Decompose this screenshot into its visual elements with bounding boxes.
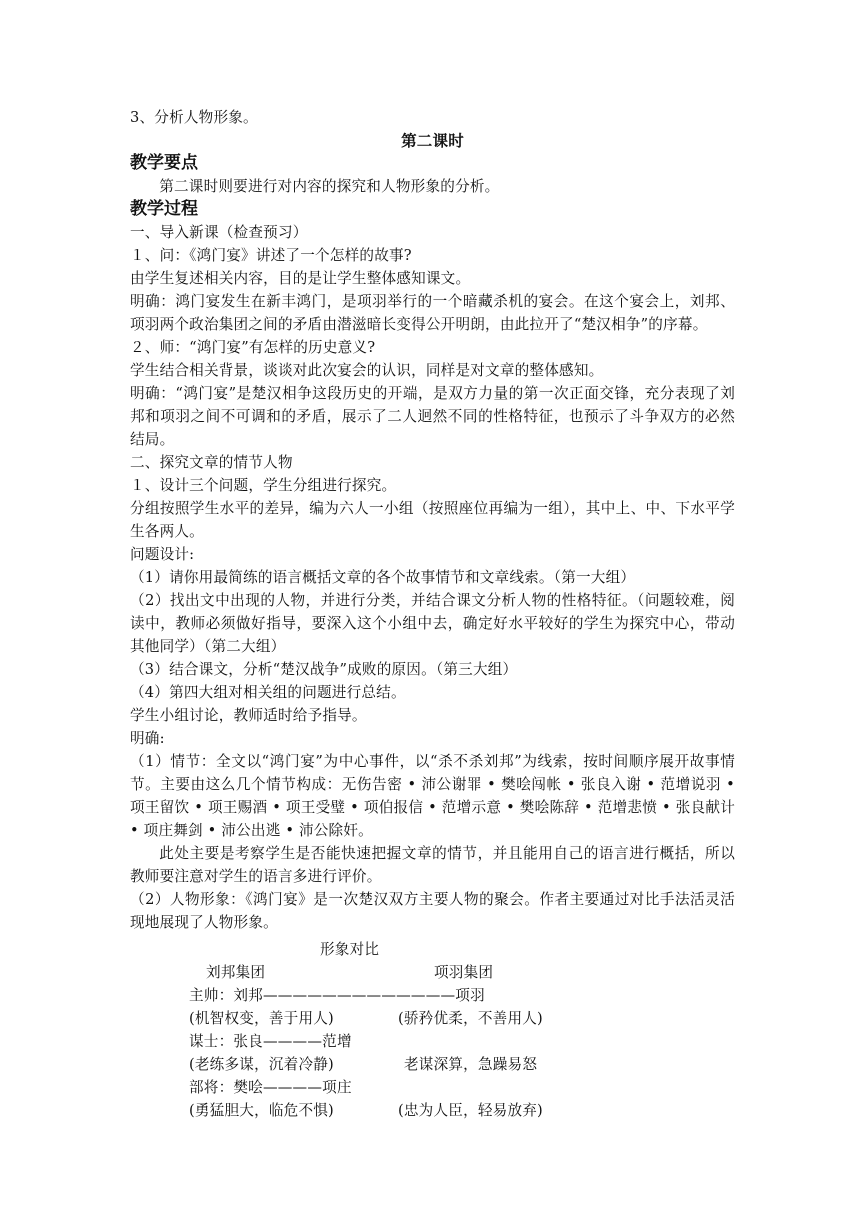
question-1-student: 由学生复述相关内容，目的是让学生整体感知课文。 <box>130 270 471 287</box>
design-item-1: （1）请你用最简练的语言概括文章的各个故事情节和文章线索。（第一大组） <box>130 569 636 586</box>
question-2-student: 学生结合相关背景，谈谈对此次宴会的认识，同样是对文章的整体感知。 <box>130 362 604 379</box>
left-group-label: 刘邦集团 <box>206 964 266 981</box>
advisor-right-trait: 老谋深算，急躁易怒 <box>404 1056 538 1073</box>
document-page <box>130 106 735 1122</box>
right-group-label: 项羽集团 <box>434 964 494 981</box>
advisor-line: 谋士：张良————范增 <box>189 1033 352 1050</box>
key-points-heading: 教学要点 <box>130 153 198 173</box>
lesson-title: 第二课时 <box>401 131 464 150</box>
question-2-answer: 明确：“鸿门宴”是楚汉相争这段历史的开端，是双方力量的第一次正面交锋，充分表现了刘邦和项羽之间不可调和的矛盾，展示了二人迥然不同的性格特征，也预示了斗争双方的必然结局。 <box>130 385 735 448</box>
general-right-trait: (忠为人臣，轻易放弃) <box>398 1102 543 1119</box>
character-contrast-table <box>130 938 735 1122</box>
process-heading: 教学过程 <box>130 199 198 219</box>
general-line: 部将：樊哙————项庄 <box>189 1079 352 1096</box>
question-1-answer: 明确：鸿门宴发生在新丰鸿门，是项羽举行的一个暗藏杀机的宴会。在这个宴会上，刘邦、项羽两个政治集团之间的矛盾由潜滋暗长变得公开明朗，由此拉开了“楚汉相争”的序幕。 <box>130 293 735 333</box>
design-item-2: （2）找出文中出现的人物，并进行分类，并结合课文分析人物的性格特征。（问题较难，阅读中，教师必须做好指导，要深入这个小组中去，确定好水平较好的学生为探究中心，带动其他同学）（第二大组） <box>130 592 735 655</box>
section-2-title: 二、探究文章的情节人物 <box>130 454 293 471</box>
objective-item-3: 3、分析人物形象。 <box>130 109 258 126</box>
design-label: 问题设计: <box>130 546 195 563</box>
leader-left-trait: (机智权变，善于用人) <box>189 1010 334 1027</box>
key-points-text: 第二课时则要进行对内容的探究和人物形象的分析。 <box>159 178 500 195</box>
contrast-title: 形象对比 <box>320 941 380 958</box>
design-item-3: （3）结合课文，分析“楚汉战争”成败的原因。（第三大组） <box>130 661 518 678</box>
section-2-item-1: １、设计三个问题，学生分组进行探究。 <box>130 477 397 494</box>
discussion-text: 学生小组讨论，教师适时给予指导。 <box>130 707 367 724</box>
grouping-text: 分组按照学生水平的差异，编为六人一小组（按照座位再编为一组），其中上、中、下水平学生各两人。 <box>130 500 735 540</box>
question-1: １、问：《鸿门宴》讲述了一个怎样的故事? <box>130 247 412 264</box>
plot-note: 此处主要是考察学生是否能快速把握文章的情节，并且能用自己的语言进行概括，所以教师要注意对学生的语言多进行评价。 <box>130 845 735 885</box>
character-text: （2）人物形象：《鸿门宴》是一次楚汉双方主要人物的聚会。作者主要通过对比手法活灵活现地展现了人物形象。 <box>130 891 735 931</box>
advisor-left-trait: (老练多谋，沉着冷静) <box>189 1056 334 1073</box>
section-1-title: 一、导入新课（检查预习） <box>130 224 308 241</box>
design-item-4: （4）第四大组对相关组的问题进行总结。 <box>130 684 406 701</box>
leader-right-trait: (骄矜优柔，不善用人) <box>398 1010 543 1027</box>
general-left-trait: (勇猛胆大，临危不惧) <box>189 1102 334 1119</box>
clarify-label: 明确: <box>130 730 165 747</box>
leader-line: 主帅：刘邦—————————————项羽 <box>189 987 485 1004</box>
plot-text: （1）情节：全文以“鸿门宴”为中心事件，以“杀不杀刘邦”为线索，按时间顺序展开故事情节。主要由这么几个情节构成：无伤告密 • 沛公谢罪 • 樊哙闯帐 • 张良入谢 • 范增说羽 • 项王留饮 • 项王赐酒 • 项王受璧 • 项伯报信 • 范增示意 • 樊哙陈辞 • 范增悲愤 • 张良献计 • 项庄舞剑 • 沛公出逃 • 沛公除奸。 <box>130 753 735 839</box>
question-2: ２、师：“鸿门宴”有怎样的历史意义? <box>130 339 376 356</box>
